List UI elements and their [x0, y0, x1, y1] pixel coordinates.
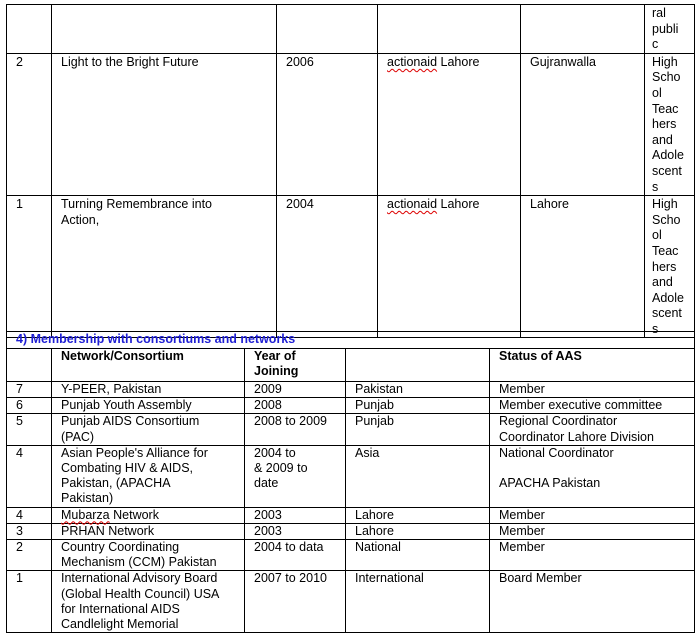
header-network: Network/Consortium — [52, 349, 245, 382]
text-line: hers — [652, 259, 677, 274]
status-cell: Member executive committee — [490, 398, 695, 414]
text-line: High — [652, 197, 678, 212]
region-cell: Lahore — [346, 507, 490, 523]
num-cell: 2 — [7, 540, 52, 571]
status-cell — [490, 414, 695, 445]
text-line: National Coordinator — [499, 445, 614, 460]
text-line: APACHA Pakistan — [499, 476, 601, 491]
partner-cell — [378, 196, 521, 338]
network-cell: PRHAN Network — [52, 523, 245, 539]
text-line: Joining — [254, 364, 299, 379]
num-cell: 5 — [7, 414, 52, 445]
text-line: Pakistan, (APACHA — [61, 476, 171, 491]
region-cell: Pakistan — [346, 382, 490, 398]
blank-line — [499, 461, 694, 476]
header-status: Status of AAS — [490, 349, 695, 382]
text-line: (PAC) — [61, 429, 95, 444]
year-cell: 2006 — [277, 53, 378, 195]
table-row — [7, 53, 695, 195]
membership-table — [6, 331, 695, 633]
table-row — [7, 540, 695, 571]
table-row — [7, 414, 695, 445]
num-cell: 4 — [7, 445, 52, 507]
text-line: and — [652, 275, 673, 290]
num-cell: 7 — [7, 382, 52, 398]
text-line: (Global Health Council) USA — [61, 586, 220, 601]
year-cell: 2004 to data — [245, 540, 346, 571]
text-line: High — [652, 54, 678, 69]
partner-word: actionaid — [387, 54, 438, 69]
section-heading: 4) Membership with consortiums and networks — [7, 332, 695, 349]
table-row-partial — [7, 5, 695, 54]
table-row — [7, 445, 695, 507]
location-cell: Lahore — [521, 196, 645, 338]
text-line: for International AIDS — [61, 601, 180, 616]
location-cell — [521, 5, 645, 54]
text-line: scent — [652, 306, 682, 321]
partner-city: Lahore — [437, 197, 480, 212]
year-cell: 2008 — [245, 398, 346, 414]
header-row — [7, 349, 695, 382]
year-cell — [245, 445, 346, 507]
text-line: c — [652, 37, 659, 52]
text-line: date — [254, 476, 279, 491]
num-cell: 1 — [7, 196, 52, 338]
text-line: Teac — [652, 243, 679, 258]
audience-cell — [645, 5, 695, 54]
partner-word: actionaid — [387, 197, 438, 212]
status-cell: Board Member — [490, 571, 695, 633]
status-cell — [490, 445, 695, 507]
year-cell: 2009 — [245, 382, 346, 398]
activities-body — [7, 5, 695, 338]
text-line: Teac — [652, 101, 679, 116]
audience-cell — [645, 53, 695, 195]
partner-cell — [378, 5, 521, 54]
num-cell: 3 — [7, 523, 52, 539]
text-line: s — [652, 321, 659, 336]
status-cell: Member — [490, 523, 695, 539]
text-line: Combating HIV & AIDS, — [61, 461, 194, 476]
year-cell: 2003 — [245, 507, 346, 523]
status-cell: Member — [490, 540, 695, 571]
text-line: 2004 to — [254, 445, 296, 460]
text-line: scent — [652, 163, 682, 178]
region-cell: Lahore — [346, 523, 490, 539]
partner-city: Lahore — [437, 54, 480, 69]
table-row — [7, 398, 695, 414]
network-word: Mubarza — [61, 507, 110, 522]
year-cell: 2004 — [277, 196, 378, 338]
title-cell — [52, 196, 277, 338]
text-line: s — [652, 179, 659, 194]
text-line: International Advisory Board — [61, 571, 218, 586]
network-cell — [52, 507, 245, 523]
header-num — [7, 349, 52, 382]
text-line: ol — [652, 228, 662, 243]
table-row — [7, 507, 695, 523]
num-cell: 6 — [7, 398, 52, 414]
region-cell: National — [346, 540, 490, 571]
membership-body — [7, 332, 695, 633]
num-cell: 2 — [7, 53, 52, 195]
section-heading-row — [7, 332, 695, 349]
text-line: Coordinator Lahore Division — [499, 429, 654, 444]
text-line: ol — [652, 85, 662, 100]
network-cell — [52, 414, 245, 445]
table-row — [7, 382, 695, 398]
status-cell: Member — [490, 382, 695, 398]
header-region — [346, 349, 490, 382]
year-cell: 2003 — [245, 523, 346, 539]
text-line: Turning Remembrance into — [61, 197, 212, 212]
text-line: Mechanism (CCM) Pakistan — [61, 555, 217, 570]
status-cell: Member — [490, 507, 695, 523]
num-cell: 1 — [7, 571, 52, 633]
region-cell: International — [346, 571, 490, 633]
region-cell: Punjab — [346, 398, 490, 414]
location-cell: Gujranwalla — [521, 53, 645, 195]
text-line: Punjab AIDS Consortium — [61, 414, 200, 429]
region-cell: Punjab — [346, 414, 490, 445]
text-line: Candlelight Memorial — [61, 617, 179, 632]
network-cell — [52, 540, 245, 571]
year-cell: 2008 to 2009 — [245, 414, 346, 445]
text-line: Asian People's Alliance for — [61, 445, 208, 460]
text-line: publi — [652, 21, 679, 36]
network-cell — [52, 445, 245, 507]
table-row — [7, 571, 695, 633]
text-line: Year of — [254, 349, 296, 363]
header-year — [245, 349, 346, 382]
title-cell: Light to the Bright Future — [52, 53, 277, 195]
region-cell: Asia — [346, 445, 490, 507]
text-line: & 2009 to — [254, 461, 308, 476]
text-line: Adole — [652, 148, 684, 163]
year-cell — [277, 5, 378, 54]
num-cell: 4 — [7, 507, 52, 523]
text-line: Scho — [652, 70, 681, 85]
text-line: Pakistan) — [61, 491, 114, 506]
activities-table — [6, 4, 695, 338]
network-cell: Punjab Youth Assembly — [52, 398, 245, 414]
table-row — [7, 523, 695, 539]
num-cell — [7, 5, 52, 54]
year-cell: 2007 to 2010 — [245, 571, 346, 633]
text-line: ral — [652, 6, 666, 20]
text-line: and — [652, 132, 673, 147]
title-cell — [52, 5, 277, 54]
partner-cell — [378, 53, 521, 195]
audience-cell — [645, 196, 695, 338]
table-row — [7, 196, 695, 338]
text-line: Adole — [652, 290, 684, 305]
network-cell — [52, 571, 245, 633]
network-rest: Network — [109, 507, 159, 522]
network-cell: Y-PEER, Pakistan — [52, 382, 245, 398]
text-line: Action, — [61, 212, 100, 227]
text-line: hers — [652, 117, 677, 132]
text-line: Scho — [652, 212, 681, 227]
text-line: Country Coordinating — [61, 540, 180, 555]
text-line: Regional Coordinator — [499, 414, 618, 429]
